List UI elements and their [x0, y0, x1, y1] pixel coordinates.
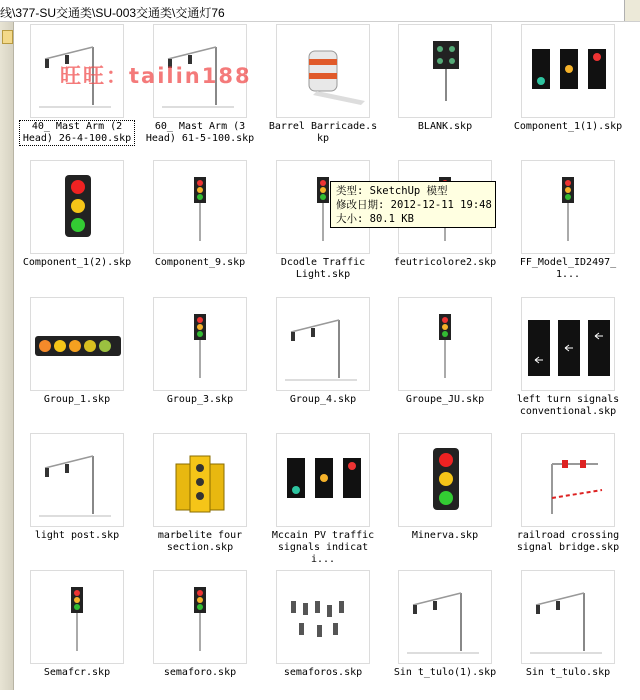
- traffic-light-icon: [31, 161, 123, 253]
- barricade-icon: [277, 25, 369, 117]
- file-name-label[interactable]: Barrel Barricade.skp: [268, 121, 378, 144]
- file-thumbnail[interactable]: [30, 433, 124, 527]
- file-name-label[interactable]: railroad crossing signal bridge.skp: [516, 530, 620, 553]
- mast-arm-icon: [399, 571, 491, 663]
- file-thumbnail[interactable]: [521, 433, 615, 527]
- file-name-label[interactable]: Semafcr.skp: [43, 667, 111, 678]
- file-thumbnail[interactable]: [398, 24, 492, 118]
- file-item[interactable]: [515, 570, 633, 700]
- file-thumbnail[interactable]: [276, 570, 370, 664]
- file-name-label[interactable]: feutricolore2.skp: [393, 257, 497, 268]
- file-thumbnail[interactable]: [521, 24, 615, 118]
- file-thumbnail[interactable]: [521, 570, 615, 664]
- file-name-label[interactable]: Sin t_tulo(1).skp: [393, 667, 497, 678]
- pole-signal-icon: [31, 571, 123, 663]
- folder-icon: [2, 30, 13, 44]
- left-turn-signals-icon: [522, 298, 614, 390]
- horizontal-signal-icon: [31, 298, 123, 390]
- watermark: 旺旺：tailin188: [60, 64, 252, 88]
- address-bar[interactable]: [0, 0, 640, 22]
- traffic-light-icon: [399, 434, 491, 526]
- tooltip-date: 修改日期: 2012-12-11 19:48: [336, 199, 492, 211]
- pole-signal-icon: [154, 161, 246, 253]
- tooltip-size: 大小: 80.1 KB: [336, 213, 414, 225]
- file-item[interactable]: [270, 433, 388, 563]
- file-item[interactable]: [24, 160, 142, 290]
- file-item[interactable]: [24, 570, 142, 700]
- file-item[interactable]: [147, 570, 265, 700]
- file-item[interactable]: [392, 570, 510, 700]
- mast-arm-icon: [31, 434, 123, 526]
- file-name-label[interactable]: Groupe_JU.skp: [405, 394, 485, 405]
- pole-signal-icon: [399, 298, 491, 390]
- file-item[interactable]: [270, 24, 388, 154]
- file-item[interactable]: [515, 297, 633, 427]
- signal-heads-icon: [277, 434, 369, 526]
- pole-signal-icon: [522, 161, 614, 253]
- file-thumbnail[interactable]: [153, 160, 247, 254]
- file-name-label[interactable]: Component_9.skp: [154, 257, 246, 268]
- file-name-label[interactable]: Component_1(1).skp: [513, 121, 623, 132]
- file-name-label[interactable]: Component_1(2).skp: [22, 257, 132, 268]
- file-thumbnail[interactable]: [153, 297, 247, 391]
- file-thumbnail[interactable]: [30, 160, 124, 254]
- file-item[interactable]: [392, 433, 510, 563]
- file-thumbnail[interactable]: [521, 297, 615, 391]
- file-name-label[interactable]: semaforo.skp: [163, 667, 237, 678]
- file-thumbnail[interactable]: [521, 160, 615, 254]
- file-item[interactable]: [147, 160, 265, 290]
- signal-heads-icon: [522, 25, 614, 117]
- file-thumbnail[interactable]: [398, 433, 492, 527]
- file-item[interactable]: [147, 433, 265, 563]
- file-name-label[interactable]: semaforos.skp: [283, 667, 363, 678]
- file-item[interactable]: [147, 297, 265, 427]
- pole-signal-icon: [154, 571, 246, 663]
- file-name-label[interactable]: Group_3.skp: [166, 394, 234, 405]
- signal-group-icon: [277, 571, 369, 663]
- file-item[interactable]: [270, 297, 388, 427]
- file-thumbnail[interactable]: [30, 297, 124, 391]
- file-name-label[interactable]: Group_4.skp: [289, 394, 357, 405]
- mast-arm-icon: [277, 298, 369, 390]
- file-item[interactable]: [392, 24, 510, 154]
- file-name-label[interactable]: Mccain PV traffic signals indicati...: [271, 530, 375, 565]
- file-name-label[interactable]: marbelite four section.skp: [157, 530, 243, 553]
- file-tooltip: [330, 181, 496, 228]
- file-item[interactable]: [24, 297, 142, 427]
- file-name-label[interactable]: 60_ Mast Arm (3 Head) 61-5-100.skp: [145, 121, 255, 144]
- pole-signal-icon: [154, 298, 246, 390]
- side-panel-edge: [0, 22, 14, 690]
- file-thumbnail[interactable]: [30, 570, 124, 664]
- file-item[interactable]: [270, 570, 388, 700]
- file-thumbnail[interactable]: [153, 570, 247, 664]
- file-name-label[interactable]: 40_ Mast Arm (2 Head) 26-4-100.skp: [20, 121, 134, 145]
- file-name-label[interactable]: Minerva.skp: [411, 530, 479, 541]
- file-name-label[interactable]: left turn signals conventional.skp: [516, 394, 620, 417]
- file-name-label[interactable]: Group_1.skp: [43, 394, 111, 405]
- file-thumbnail[interactable]: [153, 433, 247, 527]
- file-item[interactable]: [515, 160, 633, 290]
- file-thumbnail[interactable]: [398, 570, 492, 664]
- file-item[interactable]: [392, 297, 510, 427]
- file-thumbnail[interactable]: [276, 297, 370, 391]
- file-item[interactable]: [515, 24, 633, 154]
- yellow-signals-icon: [154, 434, 246, 526]
- file-name-label[interactable]: BLANK.skp: [417, 121, 473, 132]
- railroad-signal-icon: [522, 434, 614, 526]
- signal-box-icon: [399, 25, 491, 117]
- file-thumbnail[interactable]: [276, 433, 370, 527]
- file-name-label[interactable]: Sin t_tulo.skp: [525, 667, 611, 678]
- tooltip-type: 类型: SketchUp 模型: [336, 185, 448, 197]
- file-thumbnail[interactable]: [276, 24, 370, 118]
- address-path[interactable]: 线\377-SU交通类\SU-003交通类\交通灯76: [0, 6, 225, 20]
- file-thumbnail[interactable]: [398, 297, 492, 391]
- address-bar-end: [624, 0, 640, 21]
- file-name-label[interactable]: Dcodle Traffic Light.skp: [280, 257, 366, 280]
- file-item[interactable]: [515, 433, 633, 563]
- mast-arm-icon: [522, 571, 614, 663]
- file-name-label[interactable]: light post.skp: [34, 530, 120, 541]
- file-item[interactable]: [24, 433, 142, 563]
- file-name-label[interactable]: FF_Model_ID2497_1...: [519, 257, 617, 280]
